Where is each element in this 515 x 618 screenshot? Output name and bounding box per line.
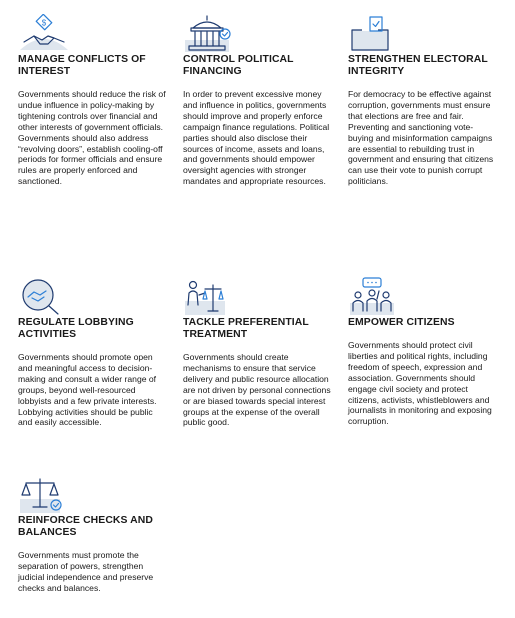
item-body: Governments should create mechanisms to ensure that service delivery and public resource allocation are not driven by personal connections or are biased towards special interest groups at the expense of the overall public good.	[183, 352, 331, 428]
item-body: Governments must promote the separation of powers, strengthen judicial independence and preserve checks and balances.	[18, 550, 154, 593]
item-title: EMPOWER CITIZENS	[348, 317, 455, 328]
item-title: REGULATE LOBBYING ACTIVITIES	[18, 317, 134, 340]
item-title: REINFORCE CHECKS AND BALANCES	[18, 515, 153, 538]
recommendation-electoral-integrity	[348, 14, 498, 187]
ballot-box-icon	[348, 14, 400, 54]
person-scales-icon	[183, 277, 235, 317]
handshake-magnifier-icon	[18, 277, 70, 317]
item-title: MANAGE CONFLICTS OF INTEREST	[18, 54, 146, 77]
item-body: Governments should promote open and meaningful access to decision-making and consult a wider range of groups, beyond well-resourced lobbyists and a few private interests. Lobbying activities should be public and easily accessible.	[18, 352, 157, 428]
recommendation-manage-conflicts	[18, 14, 168, 187]
recommendation-control-financing	[183, 14, 333, 187]
item-title: CONTROL POLITICAL FINANCING	[183, 54, 294, 77]
recommendation-checks-balances	[18, 475, 168, 594]
item-body: Governments should protect civil liberties and political rights, including freedom of speech, expression and association. Governments should engage civil society and protect citizens, activists, whistleblowers and journalists in monitoring and exposing corruption.	[348, 340, 492, 427]
government-building-icon	[183, 14, 235, 54]
recommendation-empower-citizens	[348, 277, 498, 427]
recommendation-preferential-treatment	[183, 277, 333, 428]
balance-scales-icon	[18, 475, 70, 515]
item-title: TACKLE PREFERENTIAL TREATMENT	[183, 317, 309, 340]
svg-text:$: $	[41, 18, 47, 28]
item-title: STRENGTHEN ELECTORAL INTEGRITY	[348, 54, 488, 77]
recommendation-regulate-lobbying	[18, 277, 168, 428]
item-body: Governments should reduce the risk of undue influence in policy-making by tightening controls over financial and other interests of government officials. Governments should also address “revolving doors”, establish cooling-off periods for former officials and ensure rules are properly enforced and sanctioned.	[18, 89, 166, 187]
item-body: In order to prevent excessive money and influence in politics, governments should improve and properly enforce campaign finance regulations. Political parties should also disclose their sources of income, assets and loans, and governments should empower oversight agencies with stronger mandates and appropriate resources.	[183, 89, 330, 187]
item-body: For democracy to be effective against corruption, governments must ensure that elections are free and fair. Preventing and sanctioning vote-buying and misinformation campaigns are essential to rebuilding trust in government and ensuring that citizens can use their vote to punish corrupt politicians.	[348, 89, 494, 187]
handshake-money-icon	[18, 14, 70, 54]
citizens-speech-icon	[348, 277, 400, 317]
